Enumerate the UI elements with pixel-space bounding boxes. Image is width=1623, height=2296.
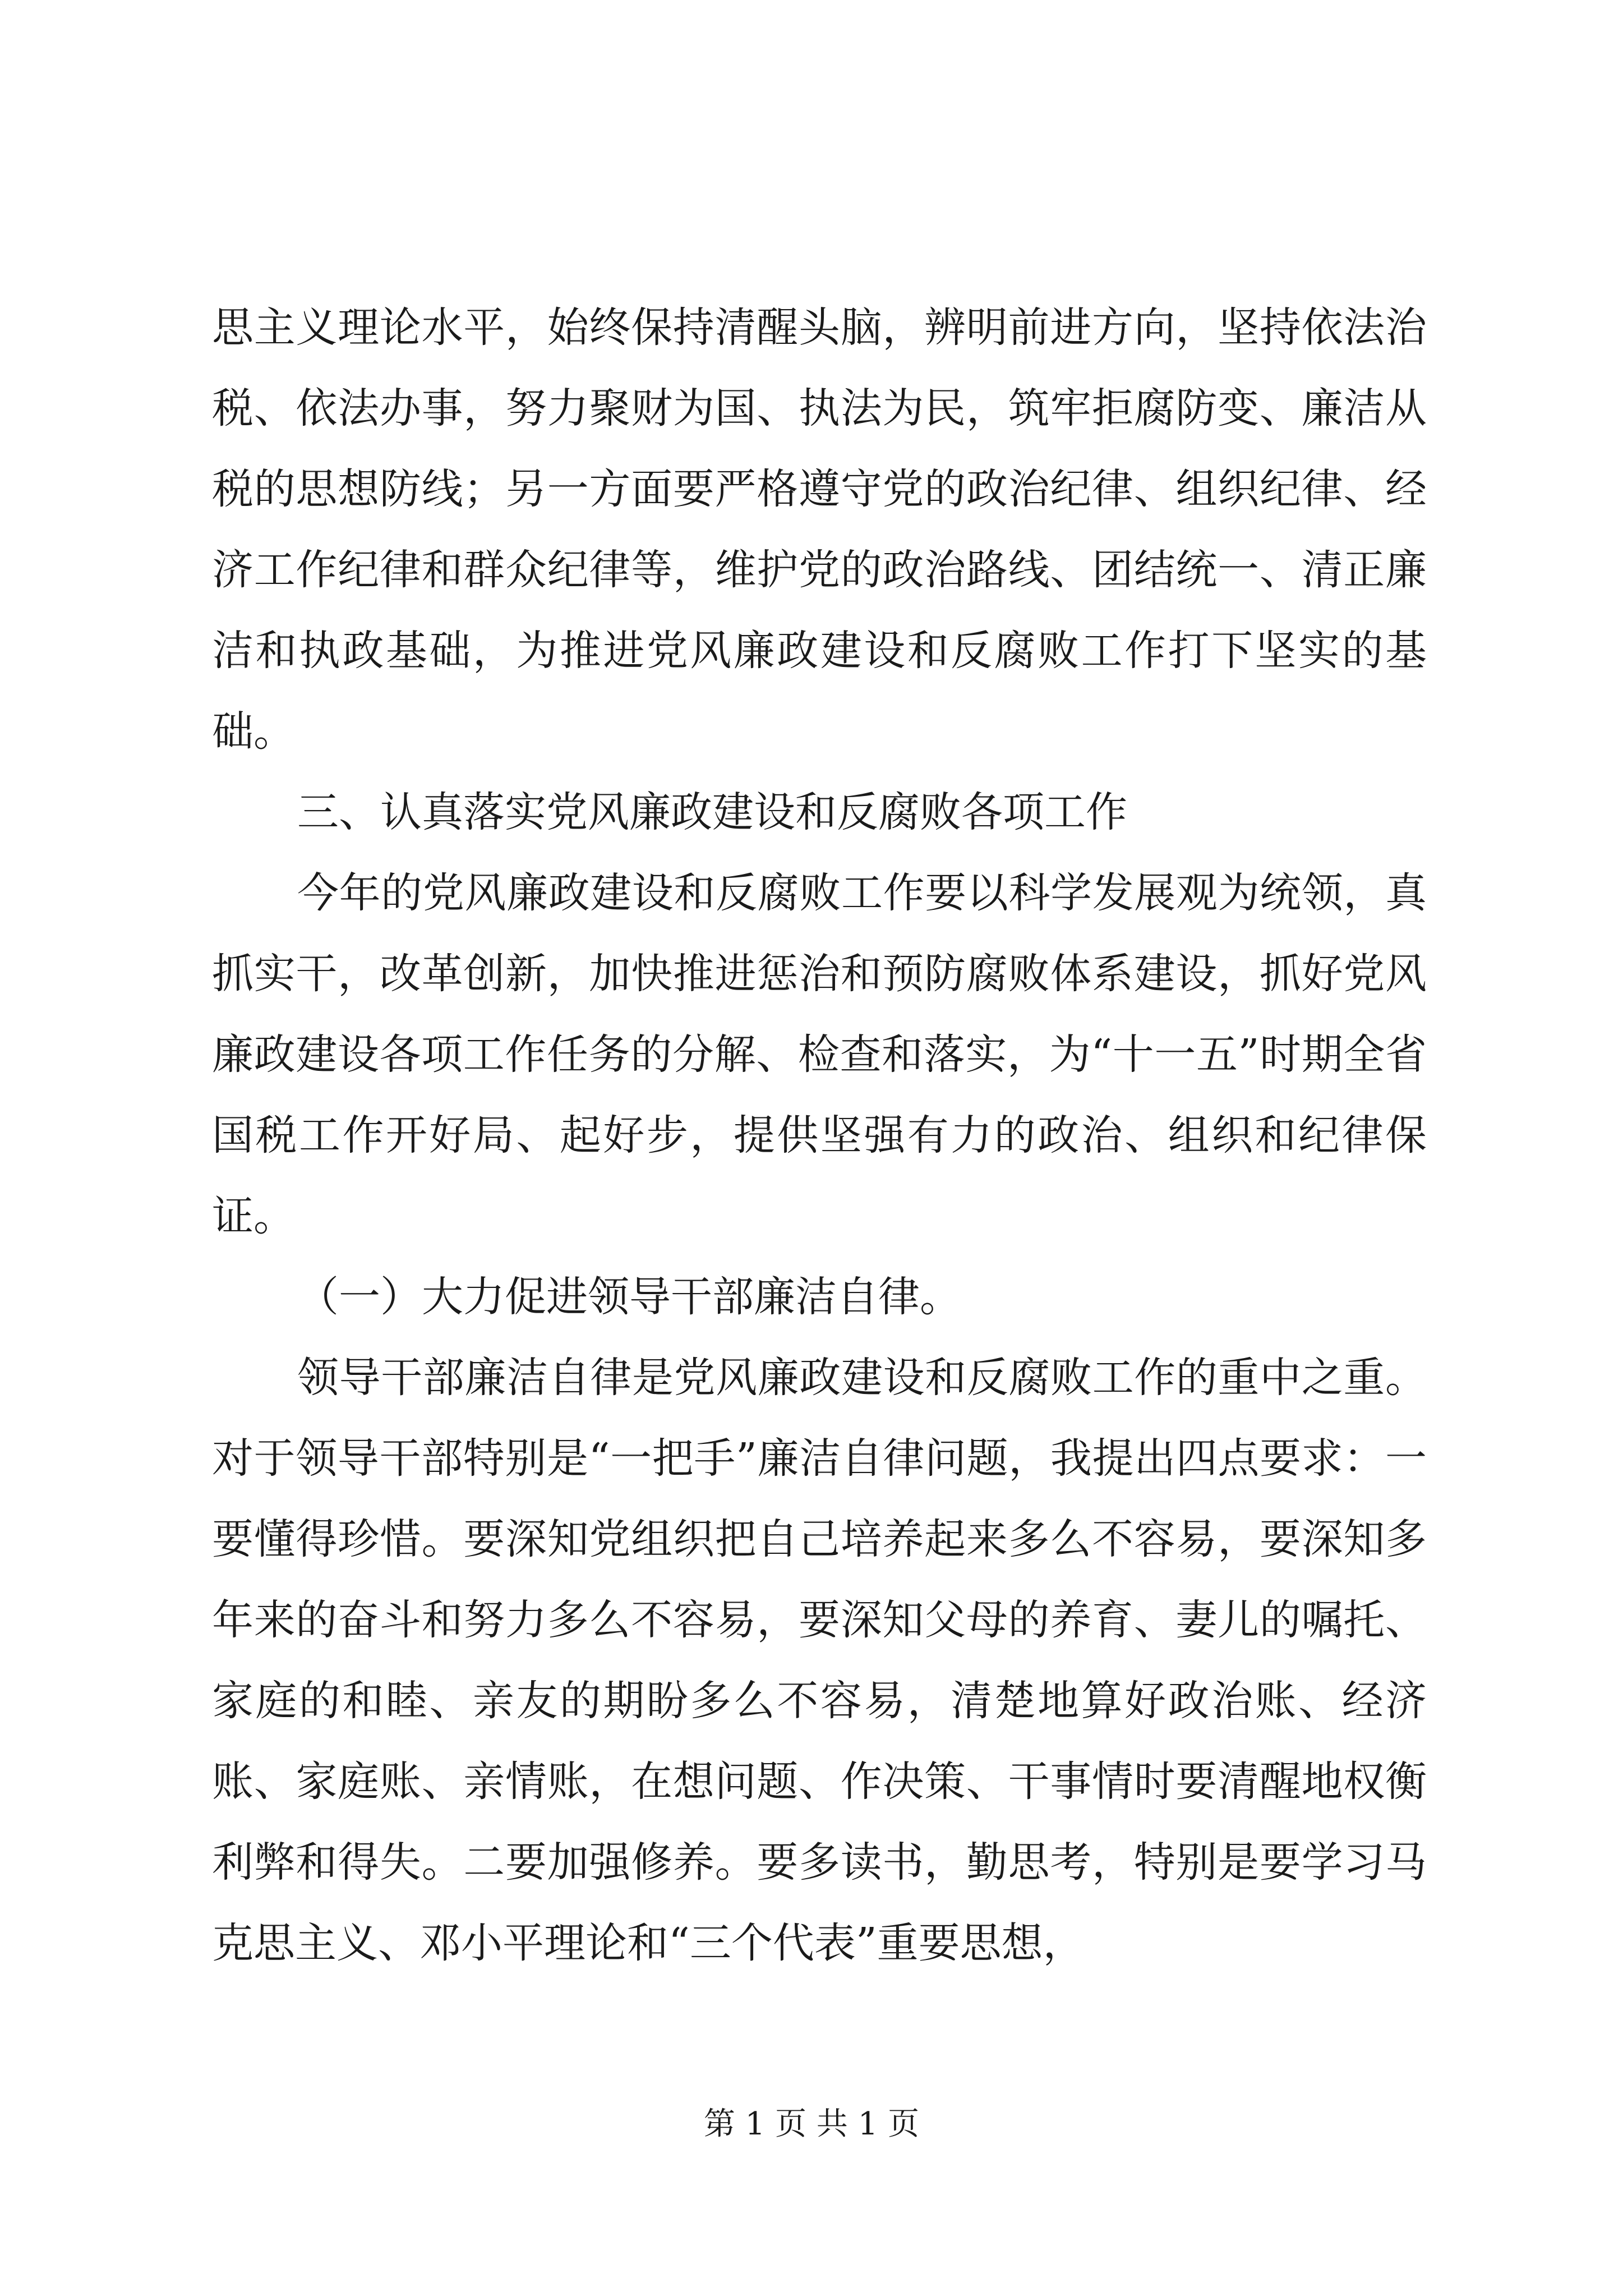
paragraph-2: 今年的党风廉政建设和反腐败工作要以科学发展观为统领，真抓实干，改革创新，加快推进惩治和预防腐败体系建设，抓好党风廉政建设各项工作任务的分解、检查和落实，为“十一五”时期全省国税工作开好局、起好步，提供坚强有力的政治、组织和纪律保证。 <box>212 869 1427 1240</box>
page-footer: 第 1 页 共 1 页 <box>703 2106 920 2142</box>
subsection-heading: （一）大力促进领导干部廉洁自律。 <box>297 1273 961 1321</box>
document-body <box>212 287 1427 1984</box>
paragraph-3: 领导干部廉洁自律是党风廉政建设和反腐败工作的重中之重。对于领导干部特别是“一把手”廉洁自律问题，我提出四点要求：一要懂得珍惜。要深知党组织把自己培养起来多么不容易，要深知多年来的奋斗和努力多么不容易，要深知父母的养育、妻儿的嘱托、家庭的和睦、亲友的期盼多么不容易，清楚地算好政治账、经济账、家庭账、亲情账，在想问题、作决策、干事情时要清醒地权衡利弊和得失。二要加强修养。要多读书，勤思考，特别是要学习马克思主义、邓小平理论和“三个代表”重要思想， <box>212 1354 1427 1967</box>
section-heading: 三、认真落实党风廉政建设和反腐败各项工作 <box>297 788 1127 836</box>
paragraph-1: 思主义理论水平，始终保持清醒头脑，辨明前进方向，坚持依法治税、依法办事，努力聚财为国、执法为民，筑牢拒腐防变、廉洁从税的思想防线；另一方面要严格遵守党的政治纪律、组织纪律、经济工作纪律和群众纪律等，维护党的政治路线、团结统一、清正廉洁和执政基础，为推进党风廉政建设和反腐败工作打下坚实的基础。 <box>212 303 1427 756</box>
